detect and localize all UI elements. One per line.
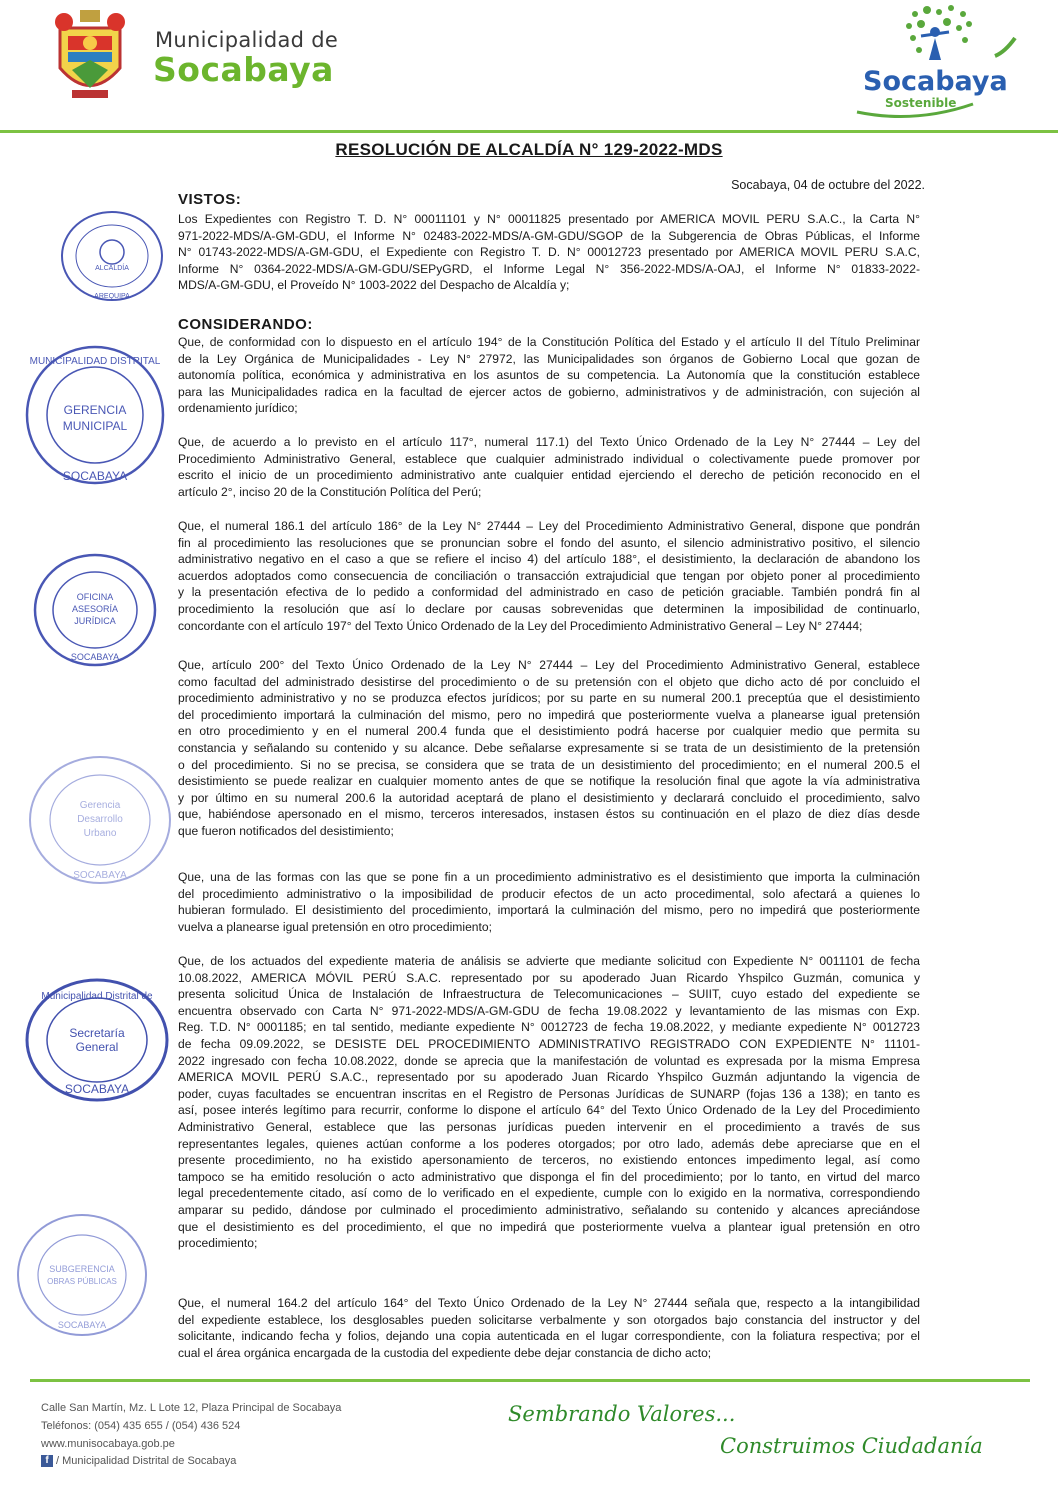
svg-text:ALCALDÍA: ALCALDÍA [95, 265, 129, 272]
svg-text:MUNICIPALIDAD DISTRITAL: MUNICIPALIDAD DISTRITAL [29, 356, 161, 367]
text-line: solicitante, indicando fecha y folios, dejando una copia autenticada en el lugar correspondiente, con la foliatura respectiva; por el [178, 1329, 920, 1344]
stamp-asesoria-juridica [30, 550, 160, 670]
svg-text:SOCABAYA: SOCABAYA [73, 870, 127, 881]
municipality-line2: Socabaya [153, 50, 334, 89]
text-line: hubieran formulado. El desistimiento del procedimiento, importará la culminación del mismo, pero no impedirá que posteriormente [178, 903, 920, 918]
paragraph-1 [178, 334, 920, 417]
text-line: desistimiento se puede realizar en cualquier momento antes de que se notifique la resolución final que agote la vía administrativa [178, 774, 920, 789]
stamp-secretaria-general [22, 975, 172, 1105]
text-line: constancia y señalando su contenido y su alcance. Debe señalarse expresamente si se trata de un desistimiento de la pretensión [178, 740, 920, 755]
stamp-desarrollo-urbano [25, 750, 175, 890]
text-line: 10.08.2022, AMERICA MÓVIL PERÚ S.A.C. representado por su apoderado Juan Ricardo Yhspilco Guzmán, comunica y [178, 970, 920, 985]
text-line: Que, una de las formas con las que se pone fin a un procedimiento administrativo es el desistimiento que importa la culminación [178, 870, 920, 884]
text-line: concordante con el artículo 197° del Texto Único Ordenado de la Ley del Procedimiento Administrativo General – Ley N° 27444; [178, 618, 863, 633]
text-line: escrito el inicio de un procedimiento administrativo ante cualquier entidad ejerciendo el derecho de petición reconocido en el [178, 468, 920, 483]
text-line: 971-2022-MDS/A-GM-GDU, el Informe N° 02483-2022-MDS/A-GM-GDU/SGOP de la Subgerencia de Obras Públicas, el Informe [178, 228, 920, 243]
text-line: presente procedimiento, no ha existido apersonamiento de terceros, no existiendo entonces impedimento legal, así como [178, 1153, 920, 1168]
svg-text:SOCABAYA: SOCABAYA [64, 1082, 130, 1096]
svg-text:SOCABAYA: SOCABAYA [57, 1320, 107, 1330]
footer-phones: Teléfonos: (054) 435 655 / (054) 436 524 [41, 1420, 241, 1432]
svg-text:AREQUIPA: AREQUIPA [94, 293, 130, 300]
text-line: cual el área orgánica encargada de la custodia del expediente debe dejar constancia de dicho acto; [178, 1345, 712, 1360]
vistos-paragraph [178, 211, 920, 294]
text-line: Que, de los actuados del expediente materia de análisis se advierte que mediante solicitud con Expediente N° 0011101 de fecha [178, 954, 920, 968]
svg-text:Urbano: Urbano [83, 828, 117, 839]
text-line: procedimiento la resolución que así lo declare por causas sobrevenidas que determinen la imposibilidad de continuarlo, [178, 601, 920, 616]
svg-text:Secretaría: Secretaría [69, 1026, 125, 1040]
vistos-heading: VISTOS: [178, 191, 242, 208]
text-line: o del procedimiento. Si no se precisa, se considera que se trata de un desistimiento del procedimiento; en el numeral 200.5 el [178, 757, 920, 772]
text-line: y la presentación efectiva de lo pedido a conformidad del administrado en caso de petición graciable. También pondrá fin al [178, 585, 920, 600]
stamp-gerencia-municipal [20, 330, 170, 500]
text-line: Procedimiento Administrativo General, establece que cualquier administrado individual o colectivamente puede promover por [178, 451, 920, 466]
text-line: Que, de acuerdo a lo previsto en el artículo 117°, numeral 117.1) del Texto Único Ordenado de la Ley N° 27444 – Ley del [178, 435, 920, 449]
text-line: AMERICA MOVIL PERÚ S.A.C., representado por su apoderado Juan Ricardo Yhspilco Guzmán adjuntando la vigencia de [178, 1070, 920, 1085]
text-line: poder, cuyas facultades se encuentran inscritas en el Registro de Personas Jurídicas de SUNARP (fojas 136 a 138); en tanto es [178, 1086, 920, 1101]
svg-text:ASESORÍA: ASESORÍA [71, 604, 119, 614]
svg-text:SOCABAYA: SOCABAYA [62, 469, 128, 483]
footer-website: www.munisocabaya.gob.pe [41, 1438, 175, 1450]
paragraph-5 [178, 869, 920, 935]
text-line: procedimiento; [178, 1236, 258, 1251]
svg-text:General: General [75, 1040, 119, 1054]
footer-divider [30, 1379, 1030, 1382]
header-divider [0, 130, 1058, 133]
text-line: procedimiento administrativo y no se produzca efectos jurídicos; por su parte en su numeral 200.1 preceptúa que el desistimiento [178, 691, 920, 706]
text-line: legal precedentemente citado, así como de lo verificado en el expediente, cumple con lo exigido en la normativa, correspondiendo [178, 1186, 920, 1201]
text-line: de fecha 09.09.2022, se DESISTE DEL PROCEDIMIENTO ADMINISTRATIVO REGISTRADO CON EXPEDIENTE N° 11101- [178, 1036, 920, 1051]
considerando-heading: CONSIDERANDO: [178, 316, 313, 333]
text-line: tampoco se ha emitido resolución o acto administrativo que disponga el fin del procedimiento; por lo tanto, en virtud del marco [178, 1169, 920, 1184]
text-line: para las Municipalidades radica en la facultad de ejercer actos de gobierno, administrativos y de administración, con sujeción al [178, 384, 920, 399]
text-line: Que, artículo 200° del Texto Único Ordenado de la Ley N° 27444 – Ley del Procedimiento Administrativo General, establece [178, 658, 920, 672]
text-line: representantes legales, quienes actúan conforme a los poderes otorgados; por otro lado, además debe apreciarse que en el [178, 1136, 920, 1151]
text-line: acuerdos adoptados como consecuencia de conciliación o transacción extrajudicial que tengan por objeto poner al procedimiento [178, 568, 920, 583]
svg-text:SUBGERENCIA: SUBGERENCIA [49, 1264, 115, 1274]
brand-tagline: Sostenible [885, 96, 957, 110]
svg-text:OBRAS PÚBLICAS: OBRAS PÚBLICAS [47, 1277, 117, 1286]
footer-facebook-label: / Municipalidad Distrital de Socabaya [56, 1455, 237, 1467]
facebook-icon: f [41, 1455, 53, 1467]
text-line: en otro procedimiento y en el numeral 200.4 funda que el desistimiento podrá hacerse por cualquier medio que permita su [178, 724, 920, 739]
svg-text:MUNICIPAL: MUNICIPAL [62, 419, 128, 433]
text-line: vuelva a planearse igual pretensión en otro procedimiento; [178, 919, 492, 934]
text-line: Que, el numeral 186.1 del artículo 186° de la Ley N° 27444 – Ley del Procedimiento Administrativo General, dispone que pondrán [178, 519, 920, 533]
text-line: Informe N° 0364-2022-MDS/A-GM-GDU/SEPyGRD, el Informe Legal N° 356-2022-MDS/A-OAJ, el Informe N° 01833-2022- [178, 261, 920, 276]
text-line: Que, de conformidad con lo dispuesto en el artículo 194° de la Constitución Política del Estado y el artículo II del Título Preliminar [178, 335, 920, 349]
socabaya-sostenible-logo [855, 2, 1035, 122]
svg-text:Gerencia: Gerencia [79, 800, 121, 811]
text-line: que fueron notificados del desistimiento; [178, 823, 394, 838]
text-line: administrativo negativo en el caso a que se refiere el inciso 4) del artículo 188°, el desistimiento, la declaración de abandono los [178, 552, 920, 567]
stamp-subgerencia-obras [12, 1210, 152, 1340]
stamp-alcaldia [58, 208, 166, 304]
text-line: del procedimiento administrativo o la imposibilidad de producir efectos de un acto procedimental, solo afectará a quienes lo [178, 886, 920, 901]
text-line: y por último en su numeral 200.6 la autoridad aceptará de plano el desistimiento y declarará concluido el procedimiento, salvo [178, 790, 920, 805]
slogan-line1: Sembrando Valores... [508, 1402, 736, 1426]
slogan-line2: Construimos Ciudadanía [720, 1434, 983, 1458]
text-line: así, posee interés legítimo para recurrir, conforme lo dispone el artículo 64° del Texto Único Ordenado de la Ley del Procedimiento [178, 1103, 920, 1118]
text-line: 2022 ingresado con fecha 10.08.2022, donde se aprecia que la manifestación de voluntad es expresada por la misma Empresa [178, 1053, 920, 1068]
text-line: artículo 2°, inciso 20 de la Constitución Política del Perú; [178, 484, 482, 499]
text-line: amparar su pedido, dándose por culminado el procedimiento administrativo, señalando su contenido y alcances apreciándose [178, 1202, 920, 1217]
text-line: encuentra observado con Carta N° 971-2022-MDS/A-GM-GDU de fecha 19.08.2022 y levantamiento de las mismas con Exp. [178, 1003, 920, 1018]
text-line: autonomía política, económica y administrativa en los asuntos de su competencia. La Autonomía que la constitución establece [178, 368, 920, 383]
paragraph-7 [178, 1295, 920, 1361]
text-line: Reg. T.D. N° 0001185; en tal sentido, mediante expediente N° 0012723 de fecha 19.08.2022, y mediante expediente N° 0012723 [178, 1020, 920, 1035]
text-line: que, habiéndose apersonado en el mismo, terceros interesados, instasen éstos su continuación en el plazo de diez días desde [178, 807, 920, 822]
text-line: del expediente establece, los desglosables pueden solicitarse verbalmente y son otorgados bajo constancia del instructor y del [178, 1312, 920, 1327]
text-line: MDS/A-GM-GDU, el Proveído N° 1003-2022 del Despacho de Alcaldía y; [178, 278, 570, 293]
text-line: de la Ley Orgánica de Municipalidades - Ley N° 27972, las Municipalidades son órganos de Gobierno Local que gozan de [178, 351, 920, 366]
svg-text:Municipalidad Distrital de: Municipalidad Distrital de [41, 991, 153, 1002]
paragraph-4 [178, 657, 920, 840]
paragraph-2 [178, 434, 920, 500]
text-line: presenta solicitud Única de Instalación de Infraestructura de Telecomunicaciones – SUIIT, cuyo estado del expediente se [178, 987, 920, 1002]
footer-facebook [41, 1455, 236, 1467]
svg-text:SOCABAYA: SOCABAYA [70, 652, 120, 662]
text-line: Administrativo General, establece que las personas jurídicas pueden intervenir en el procedimiento a través de sus [178, 1119, 920, 1134]
paragraph-3 [178, 518, 920, 634]
svg-text:Desarrollo: Desarrollo [77, 814, 123, 825]
svg-text:JURÍDICA: JURÍDICA [74, 616, 116, 626]
text-line: Los Expedientes con Registro T. D. N° 00011101 y N° 00011825 presentado por AMERICA MOVIL PERU S.A.C., la Carta N° [178, 212, 920, 226]
brand-name: Socabaya [863, 66, 1008, 97]
svg-text:GERENCIA: GERENCIA [63, 403, 127, 417]
text-line: que el desistimiento es del procedimiento, el que no impedirá que posteriormente vuelva a plantear igual pretensión en otro [178, 1219, 920, 1234]
municipal-crest-logo [50, 8, 130, 104]
resolution-title: RESOLUCIÓN DE ALCALDÍA N° 129-2022-MDS [335, 140, 723, 159]
municipality-line1: Municipalidad de [155, 28, 339, 52]
text-line: Que, el numeral 164.2 del artículo 164° del Texto Único Ordenado de la Ley N° 27444 señala que, respecto a la intangibilidad [178, 1296, 920, 1310]
text-line: ordenamiento jurídico; [178, 401, 298, 416]
text-line: N° 01743-2022-MDS/A-GM-GDU, el Expediente con Registro T. D. N° 00012723 presentado por AMERICA MOVIL PERU S.A.C, [178, 245, 920, 260]
svg-text:OFICINA: OFICINA [76, 592, 114, 602]
resolution-date: Socabaya, 04 de octubre del 2022. [731, 178, 925, 192]
footer-address: Calle San Martín, Mz. L Lote 12, Plaza Principal de Socabaya [41, 1402, 342, 1414]
text-line: como facultad del administrado desistirse del procedimiento o de su pretensión con el objeto que dicho acto dé por concluido el [178, 674, 920, 689]
text-line: fin al procedimiento las resoluciones que se pronuncian sobre el fondo del asunto, el silencio administrativo positivo, el silencio [178, 535, 920, 550]
text-line: del procedimiento importará la culminación del mismo, pero no impedirá que posteriormente vuelva a planearse igual pretensión [178, 707, 920, 722]
paragraph-6 [178, 953, 920, 1252]
